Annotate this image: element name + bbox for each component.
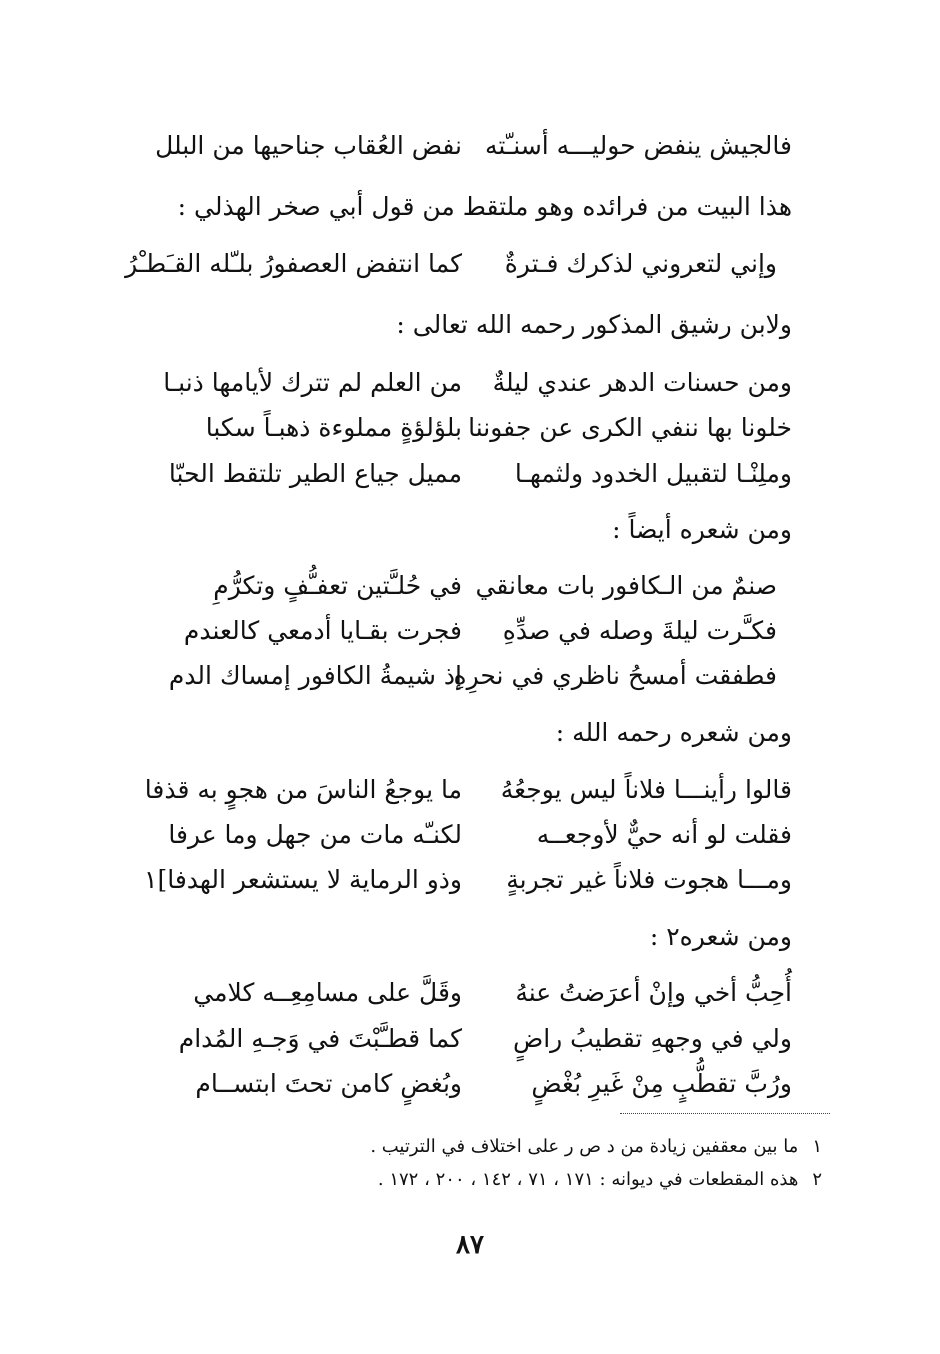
verse-second-hemistich: وبُغضٍ كامن تحتَ ابتســام — [195, 1069, 462, 1098]
verse-second-hemistich: في حُلـَّتين تعفـُّفٍ وتكرُّمِ — [213, 571, 462, 600]
verse-first-hemistich: ومـــا هجوت فلاناً غير تجربةٍ — [506, 865, 792, 894]
verse-first-hemistich: وإني لتعروني لذكرك فـترةٌ — [504, 249, 777, 278]
verse-first-hemistich: فطفقت أمسحُ ناظري في نحرِهِ — [453, 661, 777, 690]
page-number: ٨٧ — [456, 1230, 484, 1260]
prose-paragraph: هذا البيت من فرائده وهو ملتقط من قول أبي صخر الهذلي : — [177, 192, 792, 221]
verse-second-hemistich: لكنـّه مات من جهل وما عرفا — [168, 820, 462, 849]
verse-second-hemistich: وذو الرماية لا يستشعر الهدفا]١ — [144, 865, 462, 894]
verse-first-hemistich: ومن حسنات الدهر عندي ليلةٌ — [492, 368, 792, 397]
footnote-separator — [620, 1113, 830, 1114]
footnote-number: ١ — [812, 1136, 822, 1157]
verse-first-hemistich: فالجيش ينفض حوليـــه أسنـّته — [485, 131, 792, 160]
verse-first-hemistich: قالوا رأينـــا فلاناً ليس يوجعُهُ — [500, 775, 792, 804]
verse-second-hemistich: مميل جياع الطير تلتقط الحبّا — [168, 459, 462, 488]
footnote — [370, 1134, 822, 1160]
verse-second-hemistich: نفض العُقاب جناحيها من البلل — [155, 131, 462, 160]
prose-paragraph: ومن شعره أيضاً : — [612, 515, 792, 544]
verse-second-hemistich: بلؤلؤةٍ مملوءة ذهبـاً سكبا — [205, 413, 462, 442]
verse-second-hemistich: كما قطـَّبْتَ في وَجـهِ المُدام — [178, 1024, 462, 1053]
footnote — [378, 1167, 822, 1193]
verse-first-hemistich: صنمٌ من الـكافور بات معانقي — [475, 571, 777, 600]
verse-second-hemistich: وقَلَّ على مسامِعِــه كلامي — [193, 978, 462, 1007]
verse-second-hemistich: ما يوجعُ الناسَ من هجوٍ به قذفا — [144, 775, 462, 804]
prose-paragraph: ولابن رشيق المذكور رحمه الله تعالى : — [396, 310, 792, 339]
verse-first-hemistich: ورُبَّ تقطُّبٍ مِنْ غَيرِ بُغْضٍ — [531, 1069, 792, 1098]
verse-first-hemistich: خلونا بها ننفي الكرى عن جفوننا — [468, 413, 792, 442]
verse-first-hemistich: وملِنْـا لتقبيل الخدود ولثمهـا — [514, 459, 792, 488]
verse-first-hemistich: أُحِبُّ أخي وإنْ أعرَضتُ عنهُ — [515, 978, 792, 1007]
verse-second-hemistich: كما انتفض العصفورُ بلـّله القـَطـْرُ — [125, 249, 462, 278]
footnote-text: هذه المقطعات في ديوانه : ١٧١ ، ٧١ ، ١٤٢ ، ٢٠٠ ، ١٧٢ . — [377, 1169, 799, 1190]
verse-second-hemistich: من العلم لم تترك لأيامها ذنبـا — [163, 368, 462, 397]
verse-second-hemistich: فجرت بقـايا أدمعي كالعندم — [183, 616, 462, 645]
prose-paragraph: ومن شعره رحمه الله : — [555, 718, 792, 747]
footnote-number: ٢ — [812, 1169, 822, 1190]
verse-first-hemistich: فكـَّرت ليلةَ وصله في صدِّهِ — [502, 616, 777, 645]
verse-second-hemistich: إذ شيمةُ الكافور إمساك الدم — [168, 661, 462, 690]
prose-paragraph: ومن شعره٢ : — [649, 922, 792, 951]
verse-first-hemistich: فقلت لو أنه حيٌّ لأوجعــه — [536, 820, 792, 849]
verse-first-hemistich: ولي في وجههِ تقطيبُ راضٍ — [512, 1024, 792, 1053]
footnote-text: ما بين معقفين زيادة من د ص ر على اختلاف في الترتيب . — [370, 1136, 799, 1157]
